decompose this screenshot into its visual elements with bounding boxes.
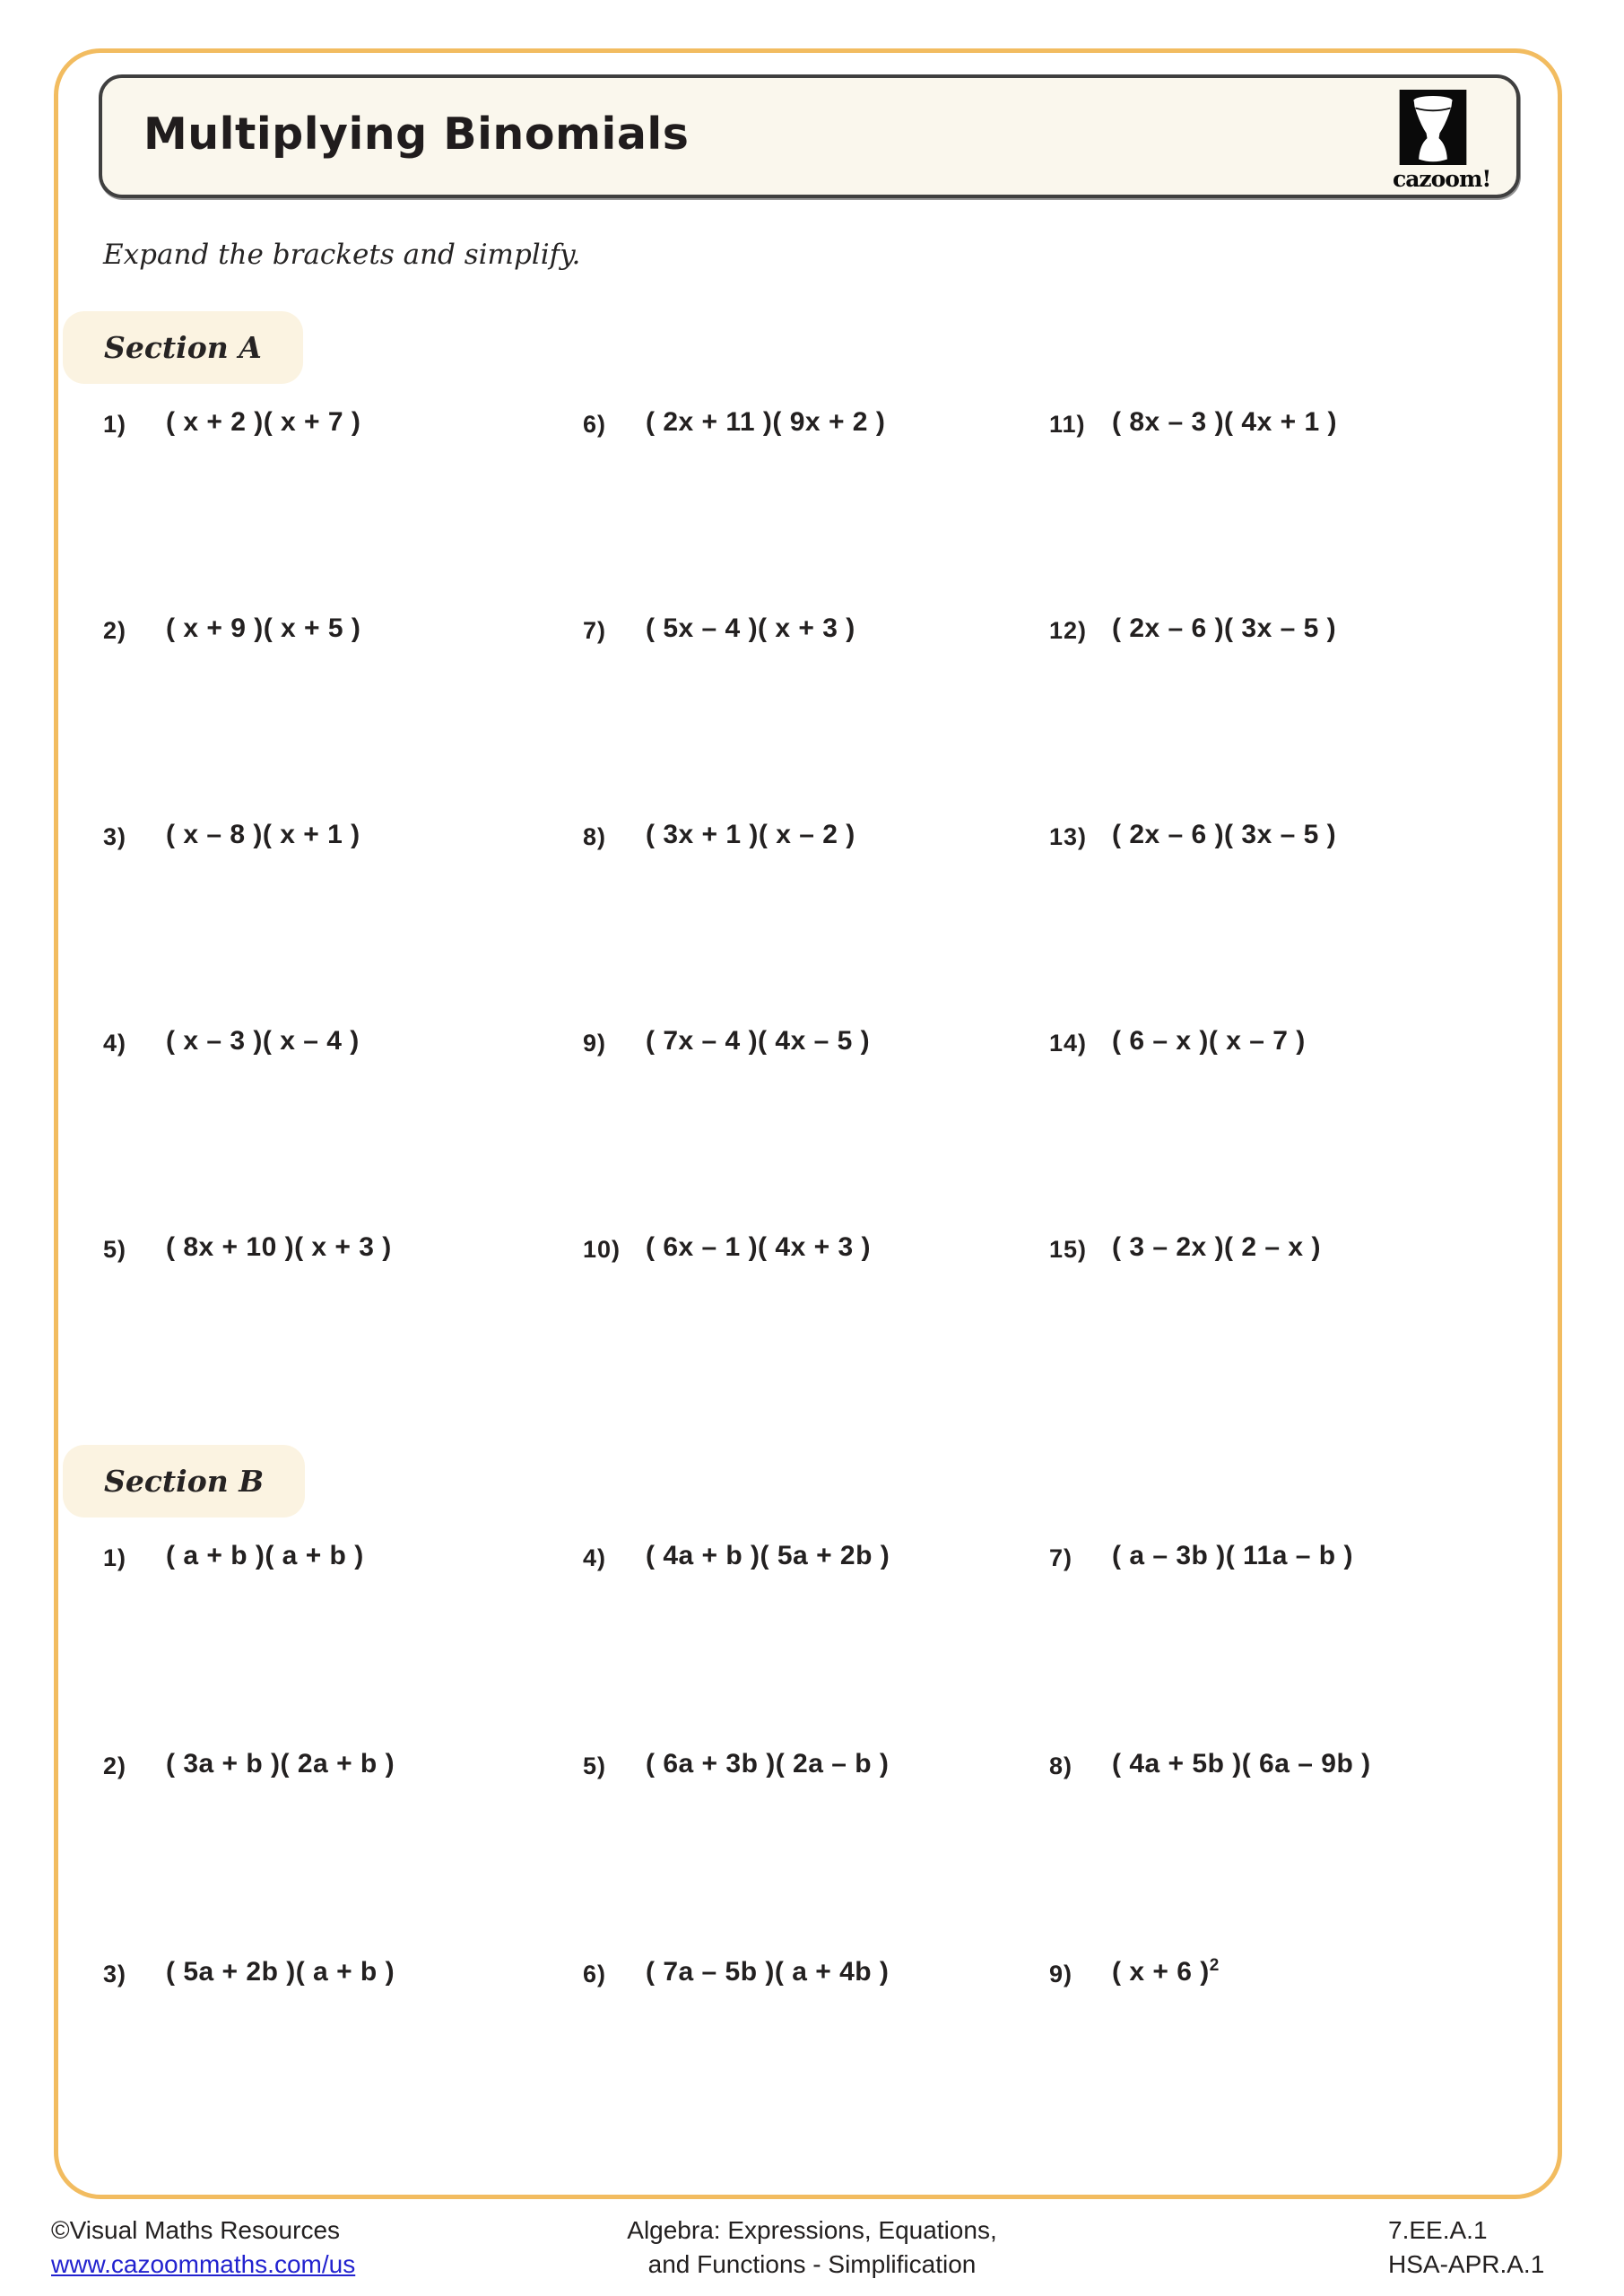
problem-expression: ( x + 2 )( x + 7 ) xyxy=(166,407,361,437)
problem-expression: ( 2x – 6 )( 3x – 5 ) xyxy=(1112,613,1337,643)
problem xyxy=(1045,1747,1533,1955)
problem-expression: ( 8x – 3 )( 4x + 1 ) xyxy=(1112,407,1337,437)
problem-expression: ( x + 9 )( x + 5 ) xyxy=(166,613,361,643)
problem-expression: ( 2x – 6 )( 3x – 5 ) xyxy=(1112,820,1337,849)
section-a-label xyxy=(63,311,303,384)
problem-number: 4) xyxy=(103,1030,127,1057)
instruction-text: Expand the brackets and simplify. xyxy=(103,239,581,271)
section-b-label xyxy=(63,1445,305,1518)
problem-number: 2) xyxy=(103,1752,127,1779)
problem-number: 5) xyxy=(103,1236,127,1263)
problem xyxy=(578,612,1045,818)
problem-expression: ( 8x + 10 )( x + 3 ) xyxy=(166,1232,392,1262)
problem-number: 10) xyxy=(583,1236,621,1263)
problem-exponent: 2 xyxy=(1209,1956,1220,1975)
cazoom-logo xyxy=(1393,90,1491,192)
website-link[interactable]: www.cazoommaths.com/us xyxy=(51,2250,356,2278)
problem-expression: ( a – 3b )( 11a – b ) xyxy=(1112,1541,1353,1570)
problem-number: 4) xyxy=(583,1544,607,1571)
problem-number: 8) xyxy=(1049,1752,1073,1779)
standard-code-2: HSA-APR.A.1 xyxy=(1388,2250,1545,2278)
problem-expression: ( 5x – 4 )( x + 3 ) xyxy=(646,613,855,643)
drum-icon xyxy=(1399,90,1467,165)
problem-expression: ( 4a + 5b )( 6a – 9b ) xyxy=(1112,1749,1371,1779)
standard-code-1: 7.EE.A.1 xyxy=(1388,2216,1488,2244)
problem-expression: ( 2x + 11 )( 9x + 2 ) xyxy=(646,407,886,437)
problem xyxy=(578,1747,1045,1955)
footer-standards xyxy=(1388,2213,1544,2282)
problem xyxy=(99,1539,578,1747)
problem xyxy=(99,612,578,818)
problem-number: 3) xyxy=(103,823,127,850)
problem xyxy=(1045,612,1533,818)
footer-topic xyxy=(0,2213,1624,2282)
problem-number: 14) xyxy=(1049,1030,1088,1057)
problem-number: 6) xyxy=(583,411,607,438)
problem-expression: ( 5a + 2b )( a + b ) xyxy=(166,1957,395,1987)
problem-expression: ( x + 6 )$^2$ xyxy=(1112,1956,1220,1987)
brand-text: cazoom! xyxy=(1393,166,1491,192)
problem-expression: ( 6x – 1 )( 4x + 3 ) xyxy=(646,1232,871,1262)
problem xyxy=(1045,1231,1533,1437)
problem xyxy=(99,1955,578,2163)
problem-number: 8) xyxy=(583,823,607,850)
problem-number: 9) xyxy=(1049,1961,1073,1987)
problem-expression: ( 6a + 3b )( 2a – b ) xyxy=(646,1749,890,1779)
problem-expression: ( a + b )( a + b ) xyxy=(166,1541,364,1570)
page-title: Multiplying Binomials xyxy=(143,109,690,161)
problem-expression: ( 3a + b )( 2a + b ) xyxy=(166,1749,395,1779)
topic-line-2: and Functions - Simplification xyxy=(647,2250,977,2278)
problem xyxy=(1045,1539,1533,1747)
problem-number: 12) xyxy=(1049,617,1088,644)
problem xyxy=(1045,1955,1533,2163)
problem-number: 11) xyxy=(1049,411,1086,438)
problem xyxy=(99,1231,578,1437)
problem-number: 13) xyxy=(1049,823,1088,850)
problem xyxy=(578,1539,1045,1747)
problem xyxy=(578,818,1045,1024)
section-a-problems xyxy=(99,405,1533,1437)
problem xyxy=(99,1024,578,1231)
problem-number: 3) xyxy=(103,1961,127,1987)
header-box xyxy=(99,74,1520,198)
section-a-label-text: Section A xyxy=(104,330,262,365)
problem-number: 5) xyxy=(583,1752,607,1779)
problem-number: 2) xyxy=(103,617,127,644)
problem-expression: ( x – 8 )( x + 1 ) xyxy=(166,820,360,849)
problem-number: 15) xyxy=(1049,1236,1088,1263)
problem xyxy=(99,1747,578,1955)
problem-number: 6) xyxy=(583,1961,607,1987)
problem xyxy=(99,405,578,612)
problem-expression: ( 3x + 1 )( x – 2 ) xyxy=(646,820,855,849)
section-b-label-text: Section B xyxy=(104,1464,265,1499)
problem-number: 1) xyxy=(103,1544,127,1571)
problem-number: 7) xyxy=(583,617,607,644)
problem xyxy=(99,818,578,1024)
problem xyxy=(578,1231,1045,1437)
problem-expression: ( 7a – 5b )( a + 4b ) xyxy=(646,1957,890,1987)
problem-number: 1) xyxy=(103,411,127,438)
problem xyxy=(578,405,1045,612)
problem-expression: ( 6 – x )( x – 7 ) xyxy=(1112,1026,1306,1056)
problem-expression: ( x – 3 )( x – 4 ) xyxy=(166,1026,360,1056)
problem-number: 7) xyxy=(1049,1544,1073,1571)
problem xyxy=(1045,405,1533,612)
copyright-text: ©Visual Maths Resources xyxy=(51,2216,341,2244)
problem xyxy=(1045,818,1533,1024)
problem-expression: ( 4a + b )( 5a + 2b ) xyxy=(646,1541,890,1570)
problem xyxy=(1045,1024,1533,1231)
topic-line-1: Algebra: Expressions, Equations, xyxy=(627,2216,997,2244)
problem-number: 9) xyxy=(583,1030,607,1057)
problem xyxy=(578,1024,1045,1231)
problem xyxy=(578,1955,1045,2163)
section-b-problems xyxy=(99,1539,1533,2163)
problem-expression: ( 3 – 2x )( 2 – x ) xyxy=(1112,1232,1321,1262)
problem-expression: ( 7x – 4 )( 4x – 5 ) xyxy=(646,1026,871,1056)
